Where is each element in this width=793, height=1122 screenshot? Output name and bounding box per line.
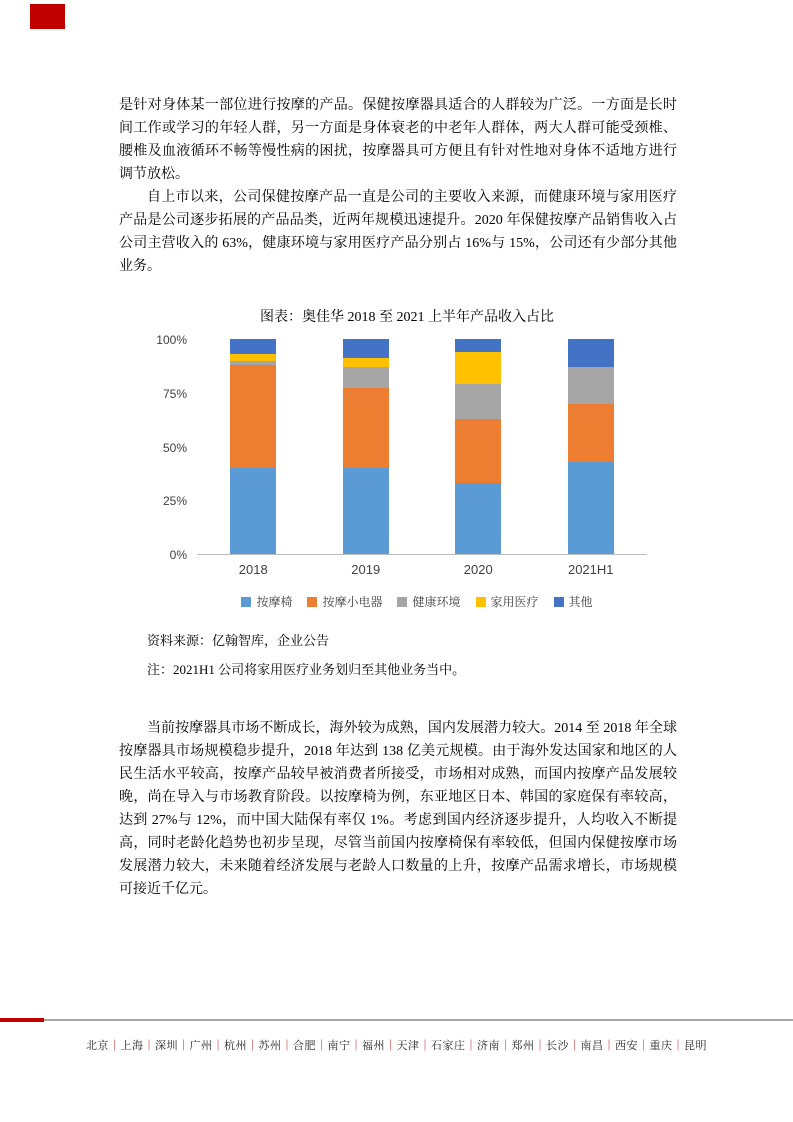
legend-label: 其他 [568,595,593,609]
footnote: 注：2021H1 公司将家用医疗业务划归至其他业务当中。 [147,662,466,677]
x-tick-label: 2019 [351,562,381,577]
legend-item-其他 [554,593,593,610]
footer-separator: ｜ [385,1040,397,1052]
footer-separator: ｜ [603,1040,615,1052]
page-content [119,94,677,901]
y-tick-label: 75% [162,386,187,401]
bar-segment-健康环境 [455,384,501,418]
bar-segment-按摩小电器 [343,388,389,468]
bar-slot [422,340,535,554]
footer-city: 广州 [189,1040,213,1052]
chart-title: 图表：奥佳华 2018 至 2021 上半年产品收入占比 [260,310,554,325]
footer-city: 郑州 [511,1040,535,1052]
bar-segment-家用医疗 [343,358,389,367]
footer-separator: ｜ [672,1040,684,1052]
footer-separator: ｜ [350,1040,362,1052]
legend-label: 按摩小电器 [322,595,383,609]
bar-slot [310,340,423,554]
footer-separator: ｜ [419,1040,431,1052]
legend-swatch-icon [476,597,486,607]
chart-legend [167,593,667,610]
footer-city: 南昌 [580,1040,604,1052]
footer-separator: ｜ [143,1040,155,1052]
footer-city: 杭州 [224,1040,247,1052]
bar-segment-按摩小电器 [230,365,276,468]
y-tick-label: 0% [169,548,187,562]
footer-separator: ｜ [500,1040,512,1052]
footer-separator: ｜ [316,1040,328,1052]
paragraph-revenue-structure: 自上市以来，公司保健按摩产品一直是公司的主要收入来源，而健康环境与家用医疗产品是公司逐步拓展的产品品类，近两年规模迅速提升。2020 年保健按摩产品销售收入占公司主营收入的 63%，健康环境与家用医疗产品分别占 16%与 15%，公司还有少部分其他业务。 [119,190,677,274]
legend-item-健康环境 [397,593,460,610]
bar-segment-其他 [455,339,501,352]
bar-slot [535,340,648,554]
footer-city: 深圳 [155,1040,178,1052]
bar-slot [197,340,310,554]
source-note: 资料来源：亿翰智库，企业公告 [147,633,330,648]
legend-label: 健康环境 [412,595,461,609]
bar-segment-按摩椅 [343,468,389,554]
footer-divider-gray-line [0,1019,793,1021]
footer-city: 合肥 [293,1040,316,1052]
footer-city: 天津 [396,1040,420,1052]
footer-city: 南宁 [327,1040,351,1052]
footer-city: 石家庄 [431,1040,466,1052]
stacked-bar-2019 [343,339,389,554]
footer-city: 西安 [615,1040,638,1052]
y-tick-label: 25% [162,494,187,509]
footer-separator: ｜ [569,1040,581,1052]
x-tick-label: 2018 [238,562,268,577]
bar-segment-按摩椅 [230,468,276,554]
stacked-bar-2018 [230,339,276,554]
bar-segment-其他 [568,339,614,367]
footer-city: 昆明 [684,1040,707,1052]
bar-segment-其他 [343,339,389,358]
footer-separator: ｜ [638,1040,650,1052]
bar-segment-按摩小电器 [455,419,501,484]
chart-y-axis [147,333,197,562]
y-tick-label: 50% [162,440,187,455]
red-corner-logo-mark [30,4,65,29]
bar-segment-健康环境 [568,367,614,404]
footer-separator: ｜ [465,1040,477,1052]
footer-city: 苏州 [258,1040,282,1052]
page-footer [0,1018,793,1053]
footer-separator: ｜ [178,1040,190,1052]
footer-separator: ｜ [534,1040,546,1052]
legend-item-按摩椅 [241,593,292,610]
bar-segment-按摩椅 [568,462,614,554]
legend-item-家用医疗 [476,593,539,610]
legend-swatch-icon [241,597,251,607]
footer-city: 北京 [86,1040,109,1052]
chart-bars [197,340,647,555]
revenue-share-chart [147,306,667,610]
footer-city: 长沙 [546,1040,569,1052]
footer-city: 重庆 [649,1040,673,1052]
footer-city: 上海 [120,1040,144,1052]
legend-label: 家用医疗 [490,595,539,609]
legend-swatch-icon [397,597,407,607]
footer-separator: ｜ [281,1040,293,1052]
footer-city: 福州 [362,1040,385,1052]
legend-swatch-icon [307,597,317,607]
stacked-bar-2020 [455,339,501,554]
x-tick-label: 2020 [463,562,493,577]
footer-city-list [0,1037,793,1053]
footer-separator: ｜ [247,1040,259,1052]
bar-segment-家用医疗 [455,352,501,384]
legend-swatch-icon [554,597,564,607]
footer-separator: ｜ [212,1040,224,1052]
paragraph-product-intro: 是针对身体某一部位进行按摩的产品。保健按摩器具适合的人群较为广泛。一方面是长时间工作或学习的年轻人群，另一方面是身体衰老的中老年人群体，两大人群可能受颈椎、腰椎及血液循环不畅等慢性病的困扰，按摩器具可方便且有针对性地对身体不适地方进行调节放松。 [119,98,677,182]
y-tick-label: 100% [156,333,187,347]
bar-segment-按摩小电器 [568,404,614,462]
footer-separator: ｜ [109,1040,121,1052]
bar-segment-按摩椅 [455,483,501,554]
x-tick-label: 2021H1 [567,562,614,577]
bar-segment-其他 [230,339,276,354]
bar-segment-健康环境 [343,367,389,389]
footer-divider-red-accent [0,1018,44,1022]
legend-label: 按摩椅 [256,595,293,609]
footer-divider [0,1018,793,1022]
stacked-bar-2021H1 [568,339,614,554]
paragraph-market-outlook: 当前按摩器具市场不断成长，海外较为成熟，国内发展潜力较大。2014 至 2018 年全球按摩器具市场规模稳步提升，2018 年达到 138 亿美元规模。由于海外发达国家和地区的人民生活水平较高，按摩产品较早被消费者所接受，市场相对成熟，而国内按摩产品发展较晚，尚在导入与市场教育阶段。以按摩椅为例，东亚地区日本、韩国的家庭保有率较高，达到 27%与 12%，而中国大陆保有率仅 1%。考虑到国内经济逐步提升，人均收入不断提高，同时老龄化趋势也初步呈现，尽管当前国内按摩椅保有率较低，但国内保健按摩市场发展潜力较大，未来随着经济发展与老龄人口数量的上升，按摩产品需求增长，市场规模可接近千亿元。 [119,721,677,897]
legend-item-按摩小电器 [307,593,382,610]
footer-city: 济南 [477,1040,500,1052]
chart-x-axis [197,555,647,577]
chart-plot-area [147,333,667,562]
